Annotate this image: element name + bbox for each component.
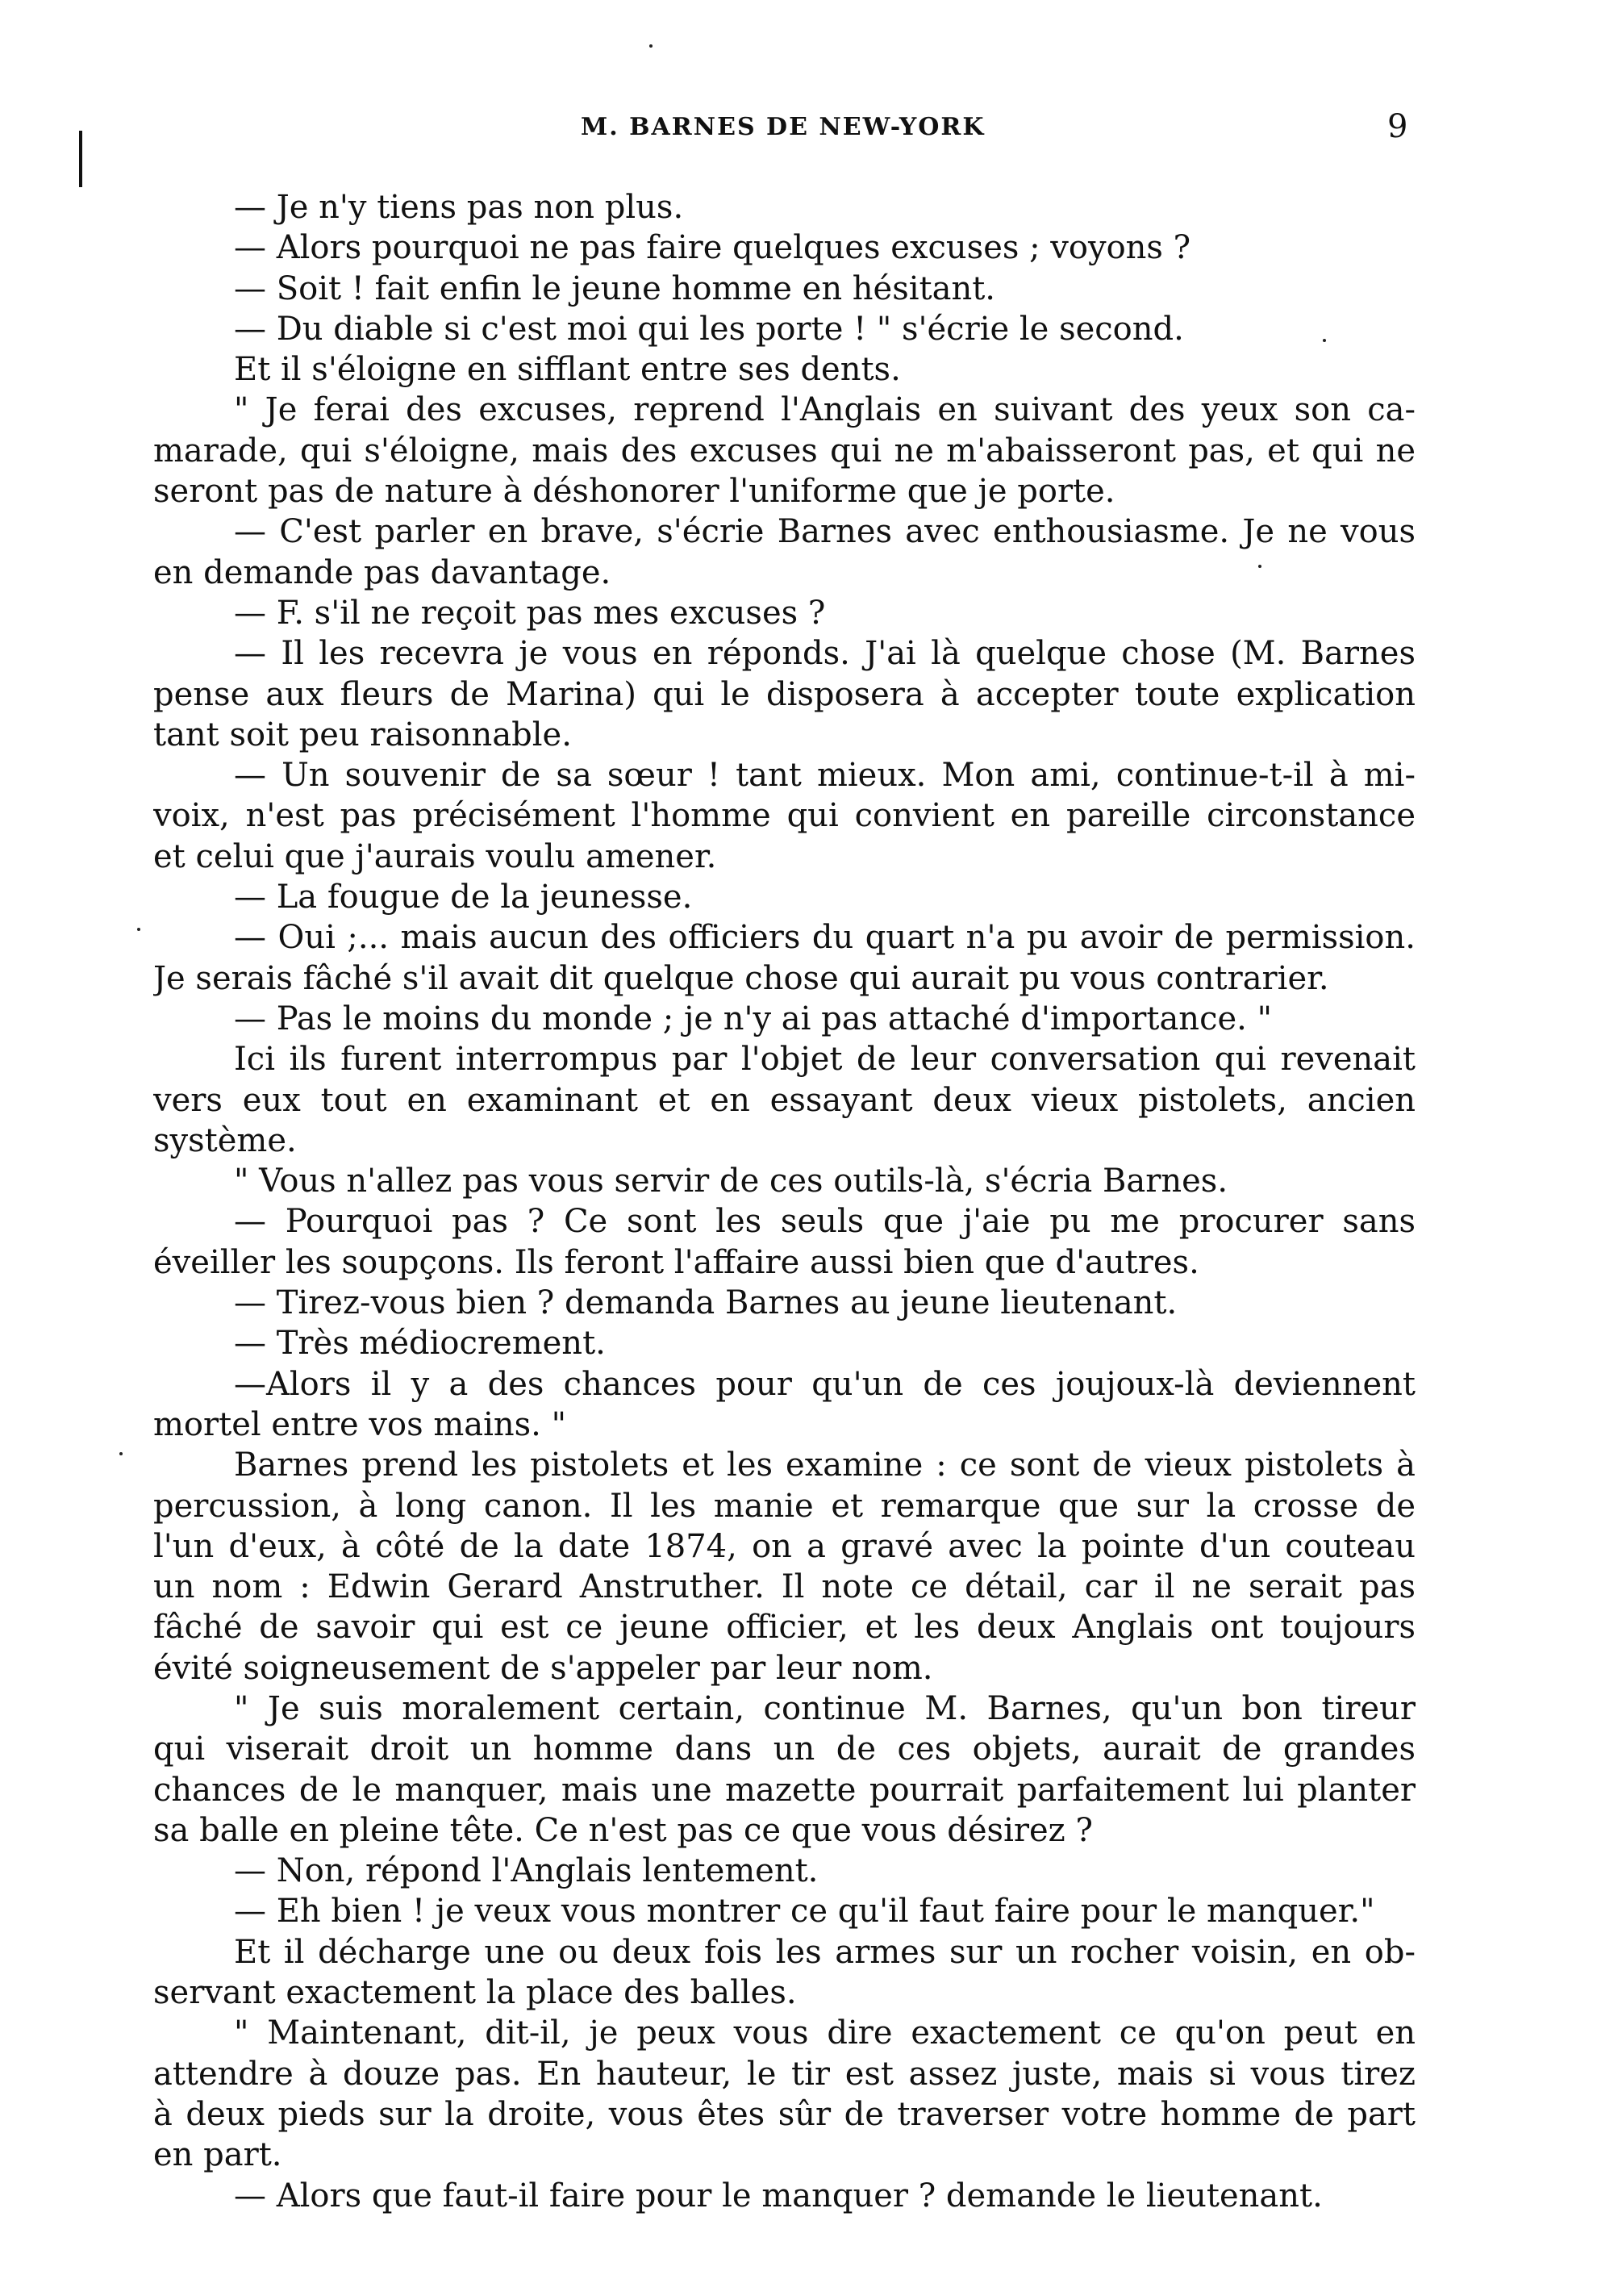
- text-line: à deux pieds sur la droite, vous êtes sûr de traverser votre homme de part: [153, 2095, 1416, 2133]
- print-speck: [119, 1452, 123, 1455]
- text-line: — Je n'y tiens pas non plus.: [234, 189, 684, 226]
- print-speck: [649, 44, 653, 48]
- text-line: et celui que j'aurais voulu amener.: [153, 837, 717, 875]
- text-line: — Pourquoi pas ? Ce sont les seuls que j'aie pu me procurer sans: [234, 1203, 1416, 1241]
- text-line: — Alors pourquoi ne pas faire quelques excuses ; voyons ?: [234, 229, 1191, 267]
- body-text: [153, 187, 1416, 2216]
- text-line: en demande pas davantage.: [153, 553, 611, 591]
- text-line: — Soit ! fait enfin le jeune homme en hésitant.: [234, 269, 996, 307]
- text-line: — Eh bien ! je veux vous montrer ce qu'il faut faire pour le manquer.": [234, 1893, 1375, 1931]
- text-line: — Tirez-vous bien ? demanda Barnes au jeune lieutenant.: [234, 1284, 1178, 1322]
- running-title: M. BARNES DE NEW-YORK: [581, 113, 986, 141]
- text-line: — Alors que faut-il faire pour le manquer ? demande le lieutenant.: [234, 2177, 1323, 2215]
- text-line: — Oui ;... mais aucun des officiers du quart n'a pu avoir de permission.: [234, 919, 1416, 957]
- page-number: 9: [1387, 108, 1408, 145]
- text-line: voix, n'est pas précisément l'homme qui convient en pareille circonstance: [153, 797, 1416, 835]
- text-line: en part.: [153, 2136, 282, 2174]
- text-line: — F. s'il ne reçoit pas mes excuses ?: [234, 594, 826, 632]
- text-line: " Maintenant, dit-il, je peux vous dire exactement ce qu'on peut en: [234, 2014, 1416, 2052]
- text-line: qui viserait droit un homme dans un de ces objets, aurait de grandes: [153, 1730, 1416, 1768]
- text-line: fâché de savoir qui est ce jeune officier, et les deux Anglais ont toujours: [153, 1609, 1416, 1647]
- text-line: " Je suis moralement certain, continue M. Barnes, qu'un bon tireur: [234, 1689, 1416, 1727]
- text-line: Et il s'éloigne en sifflant entre ses dents.: [234, 351, 901, 389]
- text-line: — Il les recevra je vous en réponds. J'ai là quelque chose (M. Barnes: [234, 635, 1416, 673]
- print-speck: [137, 928, 140, 931]
- text-line: marade, qui s'éloigne, mais des excuses qui ne m'abaisseront pas, et qui ne: [153, 432, 1416, 470]
- text-line: tant soit peu raisonnable.: [153, 716, 572, 754]
- text-line: attendre à douze pas. En hauteur, le tir est assez juste, mais si vous tirez: [153, 2055, 1416, 2093]
- text-line: mortel entre vos mains. ": [153, 1405, 567, 1443]
- text-line: seront pas de nature à déshonorer l'uniforme que je porte.: [153, 473, 1115, 511]
- text-line: Et il décharge une ou deux fois les armes sur un rocher voisin, en ob-: [234, 1933, 1416, 1971]
- text-line: évité soigneusement de s'appeler par leur nom.: [153, 1649, 933, 1687]
- text-line: système.: [153, 1121, 297, 1159]
- text-line: éveiller les soupçons. Ils feront l'affaire aussi bien que d'autres.: [153, 1243, 1199, 1281]
- text-line: " Je ferai des excuses, reprend l'Anglais en suivant des yeux son ca-: [234, 391, 1416, 429]
- text-line: " Vous n'allez pas vous servir de ces outils-là, s'écria Barnes.: [234, 1163, 1228, 1200]
- text-line: — Un souvenir de sa sœur ! tant mieux. Mon ami, continue-t-il à mi-: [234, 757, 1416, 795]
- text-line: chances de le manquer, mais une mazette pourrait parfaitement lui planter: [153, 1771, 1416, 1809]
- text-line: Barnes prend les pistolets et les examine : ce sont de vieux pistolets à: [234, 1446, 1416, 1484]
- text-line: pense aux fleurs de Marina) qui le disposera à accepter toute explication: [153, 675, 1416, 713]
- print-speck: [1323, 339, 1326, 342]
- text-line: vers eux tout en examinant et en essayant deux vieux pistolets, ancien: [153, 1081, 1416, 1119]
- text-line: — Pas le moins du monde ; je n'y ai pas attaché d'importance. ": [234, 1000, 1272, 1037]
- print-speck: [1258, 565, 1261, 568]
- text-line: Je serais fâché s'il avait dit quelque chose qui aurait pu vous contrarier.: [153, 959, 1329, 997]
- text-line: — Du diable si c'est moi qui les porte ! " s'écrie le second.: [234, 310, 1184, 348]
- page-header: [0, 108, 1597, 161]
- text-line: Ici ils furent interrompus par l'objet de leur conversation qui revenait: [234, 1041, 1416, 1079]
- text-line: percussion, à long canon. Il les manie et remarque que sur la crosse de: [153, 1487, 1416, 1525]
- text-line: — Très médiocrement.: [234, 1325, 606, 1363]
- text-line: —Alors il y a des chances pour qu'un de ces joujoux-là deviennent: [234, 1365, 1416, 1403]
- text-line: — Non, répond l'Anglais lentement.: [234, 1852, 819, 1890]
- text-line: servant exactement la place des balles.: [153, 1974, 797, 2012]
- text-line: l'un d'eux, à côté de la date 1874, on a gravé avec la pointe d'un couteau: [153, 1527, 1416, 1565]
- text-line: un nom : Edwin Gerard Anstruther. Il note ce détail, car il ne serait pas: [153, 1568, 1416, 1606]
- text-line: sa balle en pleine tête. Ce n'est pas ce que vous désirez ?: [153, 1811, 1093, 1849]
- text-line: — C'est parler en brave, s'écrie Barnes avec enthousiasme. Je ne vous: [234, 513, 1416, 551]
- text-line: — La fougue de la jeunesse.: [234, 879, 693, 916]
